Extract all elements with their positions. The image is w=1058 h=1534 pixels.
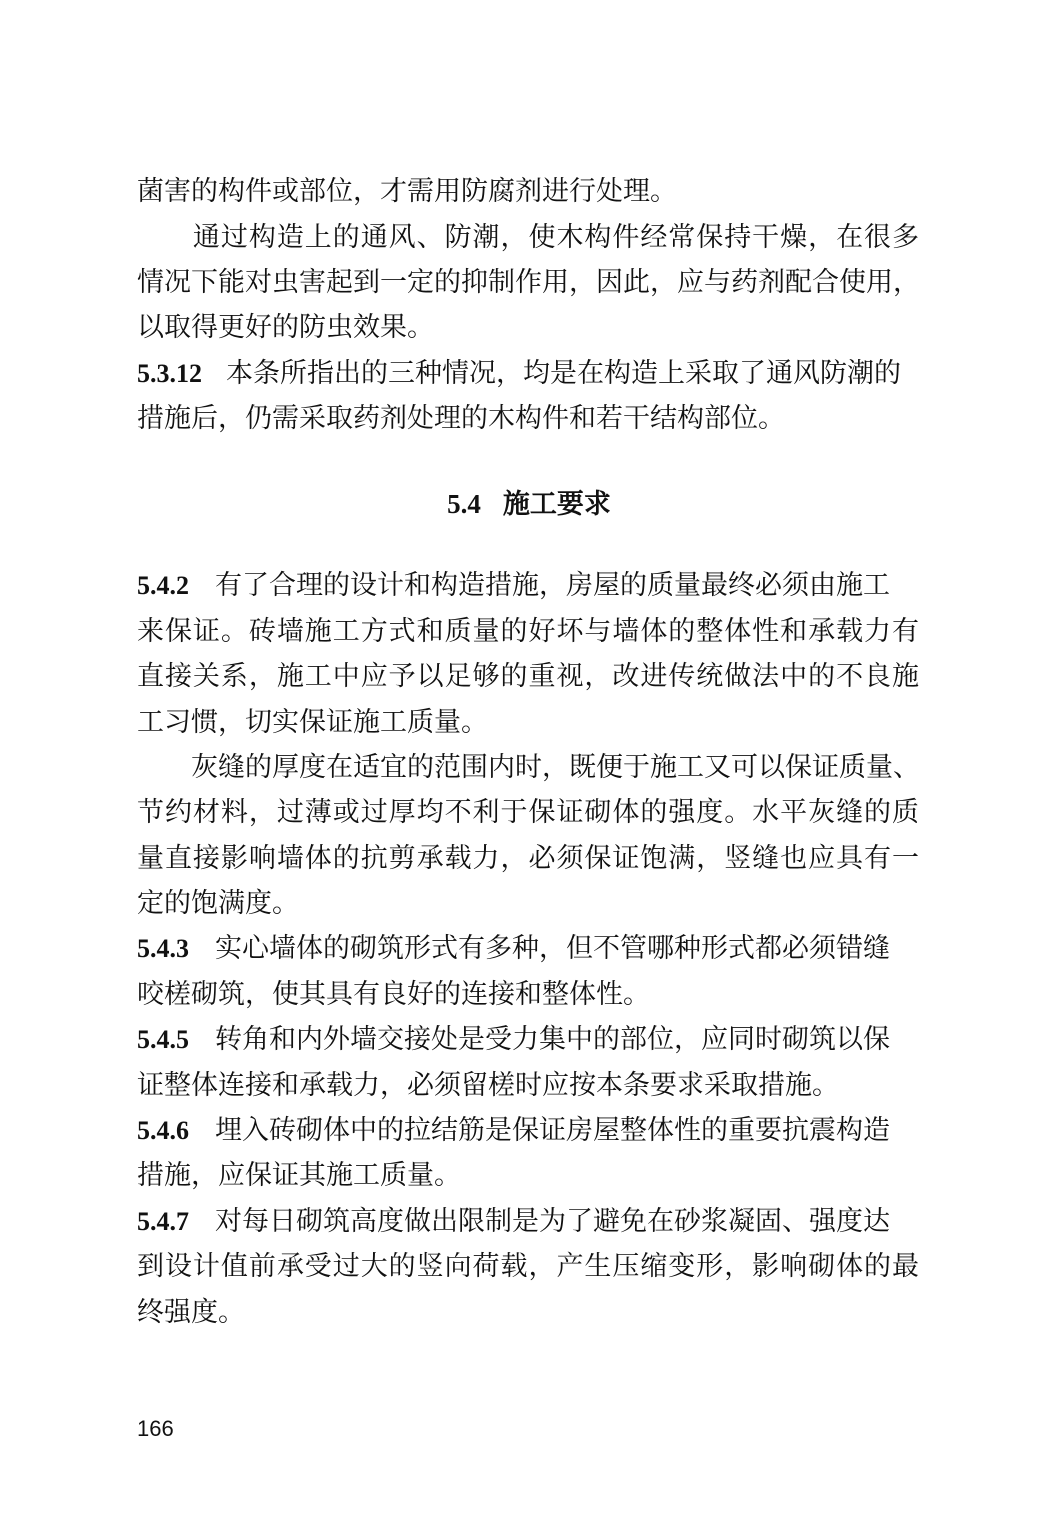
clause-text: 埋入砖砌体中的拉结筋是保证房屋整体性的重要抗震构造	[215, 1115, 890, 1146]
clause-5-3-12-line	[137, 357, 919, 391]
body-line: 措施，应保证其施工质量。	[137, 1160, 461, 1191]
body-line: 菌害的构件或部位，才需用防腐剂进行处理。	[137, 176, 677, 207]
page-number: 166	[137, 1416, 174, 1441]
body-line: 情况下能对虫害起到一定的抑制作用，因此，应与药剂配合使用，	[137, 267, 920, 298]
body-line: 以取得更好的防虫效果。	[137, 312, 434, 343]
body-line: 定的饱满度。	[137, 888, 299, 919]
body-line: 工习惯，切实保证施工质量。	[137, 707, 488, 738]
clause-5-4-7-line	[137, 1205, 919, 1239]
clause-5-4-5-line	[137, 1023, 919, 1057]
clause-text: 实心墙体的砌筑形式有多种，但不管哪种形式都必须错缝	[215, 933, 890, 964]
body-line: 措施后，仍需采取药剂处理的木构件和若干结构部位。	[137, 403, 785, 434]
clause-text: 本条所指出的三种情况，均是在构造上采取了通风防潮的	[226, 358, 901, 389]
body-line: 终强度。	[137, 1297, 245, 1328]
body-line: 通过构造上的通风、防潮，使木构件经常保持干燥，在很多	[137, 222, 919, 253]
clause-number: 5.4.5	[137, 1025, 189, 1054]
clause-text: 有了合理的设计和构造措施，房屋的质量最终必须由施工	[215, 570, 890, 601]
body-line: 灰缝的厚度在适宜的范围内时，既便于施工又可以保证质量、	[137, 752, 920, 783]
clause-number: 5.4.6	[137, 1116, 189, 1145]
clause-number: 5.4.7	[137, 1207, 189, 1236]
clause-text: 对每日砌筑高度做出限制是为了避免在砂浆凝固、强度达	[215, 1206, 890, 1237]
clause-5-4-6-line	[137, 1114, 919, 1148]
section-number: 5.4	[447, 489, 481, 519]
body-line: 直接关系，施工中应予以足够的重视，改进传统做法中的不良施	[137, 661, 919, 692]
section-title: 施工要求	[502, 489, 611, 520]
clause-5-4-2-line	[137, 569, 919, 603]
body-line: 咬槎砌筑，使其具有良好的连接和整体性。	[137, 979, 650, 1010]
clause-number: 5.3.12	[137, 359, 202, 388]
body-line: 到设计值前承受过大的竖向荷载，产生压缩变形，影响砌体的最	[137, 1251, 919, 1282]
clause-5-4-3-line	[137, 932, 919, 966]
clause-number: 5.4.2	[137, 571, 189, 600]
body-line: 节约材料，过薄或过厚均不利于保证砌体的强度。水平灰缝的质	[137, 797, 919, 828]
clause-number: 5.4.3	[137, 934, 189, 963]
body-line: 来保证。砖墙施工方式和质量的好坏与墙体的整体性和承载力有	[137, 616, 919, 647]
clause-text: 转角和内外墙交接处是受力集中的部位，应同时砌筑以保	[215, 1024, 890, 1055]
body-line: 证整体连接和承载力，必须留槎时应按本条要求采取措施。	[137, 1070, 839, 1101]
section-heading	[0, 486, 1058, 523]
body-line: 量直接影响墙体的抗剪承载力，必须保证饱满，竖缝也应具有一	[137, 843, 919, 874]
